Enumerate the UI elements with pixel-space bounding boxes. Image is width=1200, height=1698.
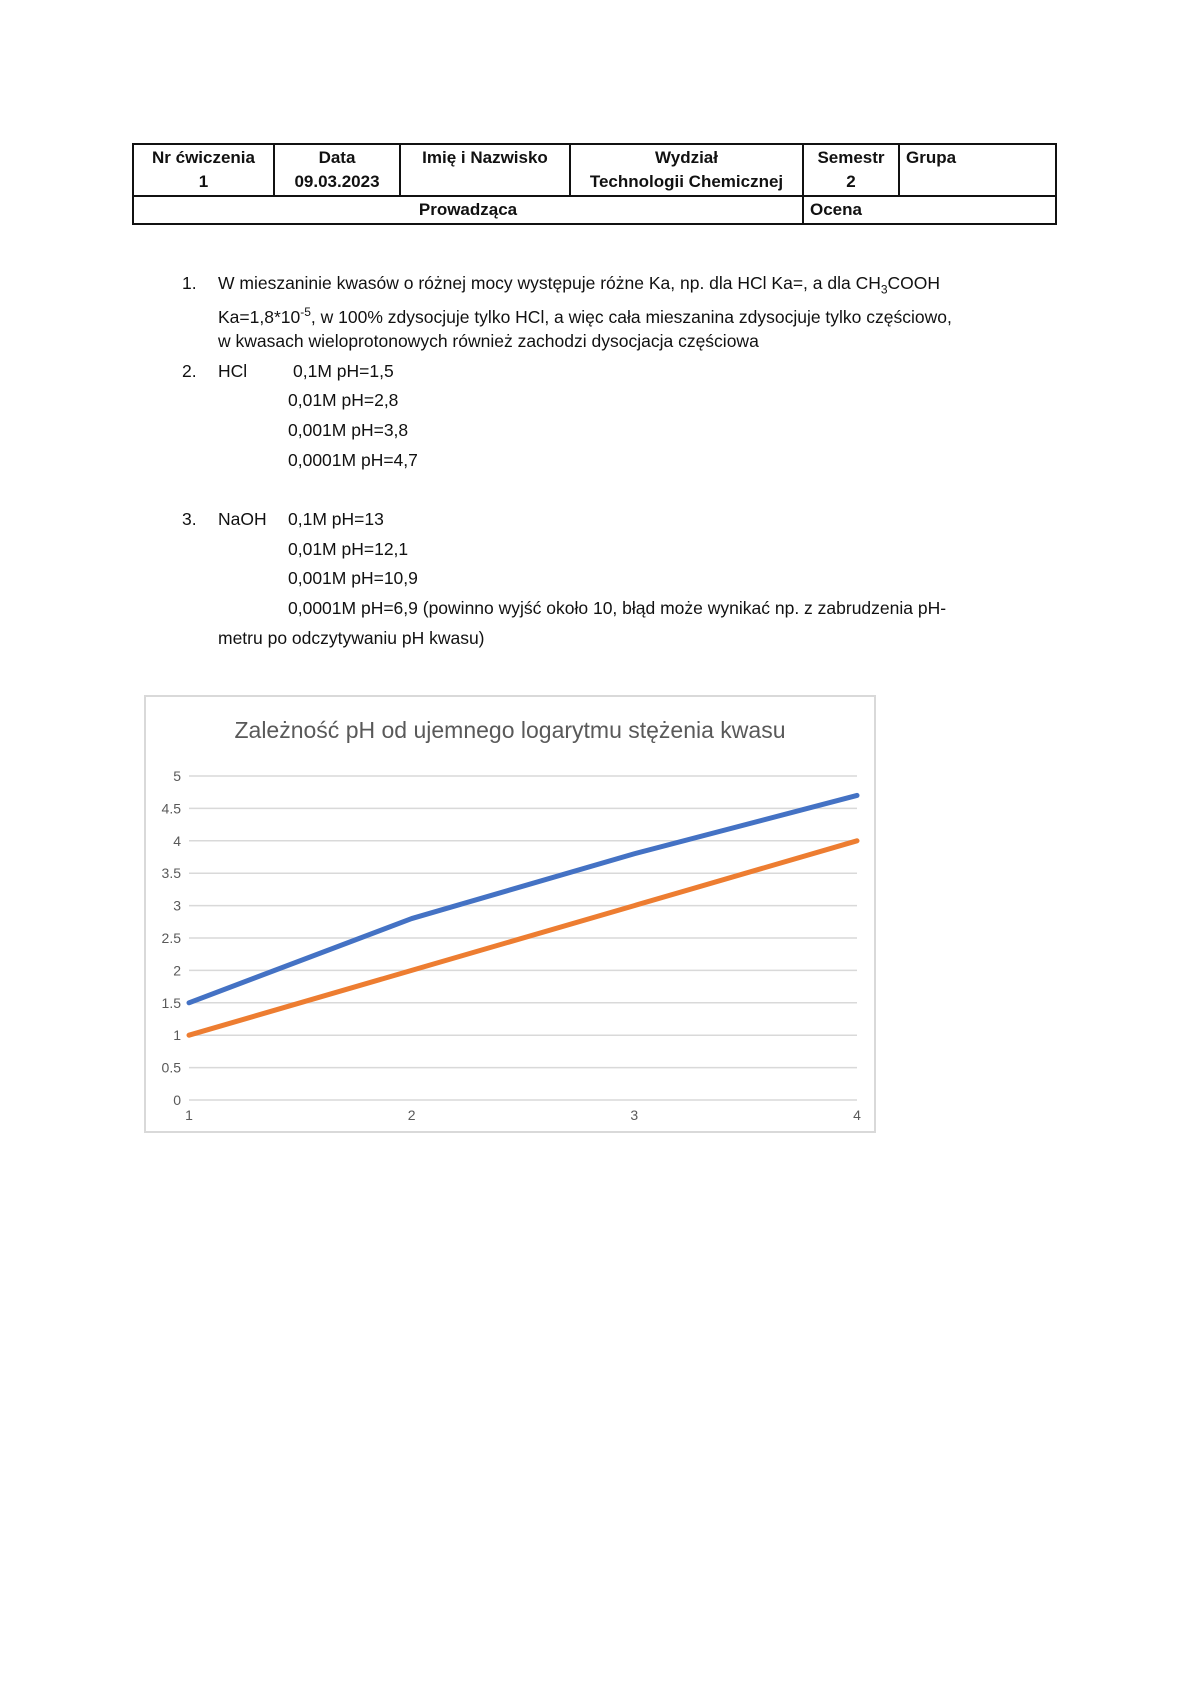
item2-row3: 0,001M pH=3,8: [288, 420, 409, 440]
item2-name: HCl: [218, 361, 248, 381]
header-table: [132, 143, 1057, 225]
y-tick-label: 3.5: [161, 865, 181, 882]
y-tick-label: 0.5: [161, 1059, 181, 1076]
data-label: Data: [318, 148, 356, 167]
item3-row5: metru po odczytywaniu pH kwasu): [218, 628, 485, 648]
grupa-label: Grupa: [906, 148, 957, 167]
x-tick-label: 2: [407, 1107, 416, 1123]
ocena-label: Ocena: [810, 200, 862, 219]
item1-line2-superscript: -5: [300, 305, 311, 319]
y-tick-label: 4.5: [161, 800, 181, 817]
item1-line3: w kwasach wieloprotonowych również zachodzi dysocjacja częściowa: [218, 331, 759, 351]
x-tick-label: 1: [185, 1107, 193, 1123]
chart: [144, 695, 876, 1133]
wydzial-cell: [570, 144, 803, 196]
item3-row2: 0,01M pH=12,1: [288, 539, 409, 559]
imie-label: Imię i Nazwisko: [422, 148, 548, 167]
series-line-1: [189, 795, 857, 1002]
item1-line2-text: Ka=1,8*10: [218, 306, 301, 327]
item-number: 1.: [182, 273, 197, 293]
item2-row4: 0,0001M pH=4,7: [288, 450, 418, 470]
prowadzaca-label: Prowadząca: [418, 200, 518, 219]
x-tick-label: 4: [853, 1107, 861, 1123]
item3-name: NaOH: [218, 509, 267, 529]
chart-title: Zależność pH od ujemnego logarytmu stężenia kwasu: [234, 717, 786, 743]
item3-row3: 0,001M pH=10,9: [288, 568, 418, 588]
semestr-value: 2: [846, 172, 856, 191]
y-tick-label: 2: [173, 962, 181, 979]
item2-row2: 0,01M pH=2,8: [288, 390, 399, 410]
y-tick-label: 1.5: [161, 994, 181, 1011]
ocena-cell: [803, 196, 1056, 224]
y-tick-label: 5: [173, 768, 181, 784]
nr-label: Nr ćwiczenia: [152, 148, 255, 167]
chart-plot: [146, 697, 874, 1131]
item-number: 3.: [182, 509, 197, 529]
nr-value: 1: [198, 172, 209, 191]
grupa-cell: [899, 144, 1056, 196]
y-tick-label: 2.5: [161, 930, 181, 946]
y-tick-label: 1: [173, 1027, 181, 1044]
y-tick-label: 3: [173, 897, 181, 914]
y-tick-label: 0: [173, 1092, 181, 1108]
item3-row1: 0,1M pH=13: [288, 509, 384, 529]
y-tick-label: 4: [173, 832, 181, 849]
x-tick-label: 3: [630, 1107, 639, 1123]
item1-line1-text: W mieszaninie kwasów o różnej mocy występuje różne Ka, np. dla HCl Ka=, a dla CH: [218, 273, 881, 293]
wydzial-label: Wydział: [655, 148, 718, 167]
nr-cell: [133, 144, 274, 196]
item2-row1: 0,1M pH=1,5: [293, 361, 394, 381]
item1-line2-text-end: , w 100% zdysocjuje tylko HCl, a więc cała mieszanina zdysocjuje tylko częściowo,: [310, 306, 952, 327]
prowadzaca-cell: [133, 196, 803, 224]
imie-cell: [400, 144, 570, 196]
semestr-label: Semestr: [817, 148, 885, 167]
data-cell: [274, 144, 400, 196]
item3-row4: 0,0001M pH=6,9 (powinno wyjść około 10, błąd może wynikać np. z zabrudzenia pH-: [288, 598, 947, 618]
wydzial-value: Technologii Chemicznej: [589, 172, 784, 191]
data-value: 09.03.2023: [294, 172, 380, 191]
semestr-cell: [803, 144, 899, 196]
item-number: 2.: [182, 361, 197, 381]
item1-line1-subscript: 3: [880, 282, 888, 297]
item1-line1-text-end: COOH: [887, 273, 941, 293]
